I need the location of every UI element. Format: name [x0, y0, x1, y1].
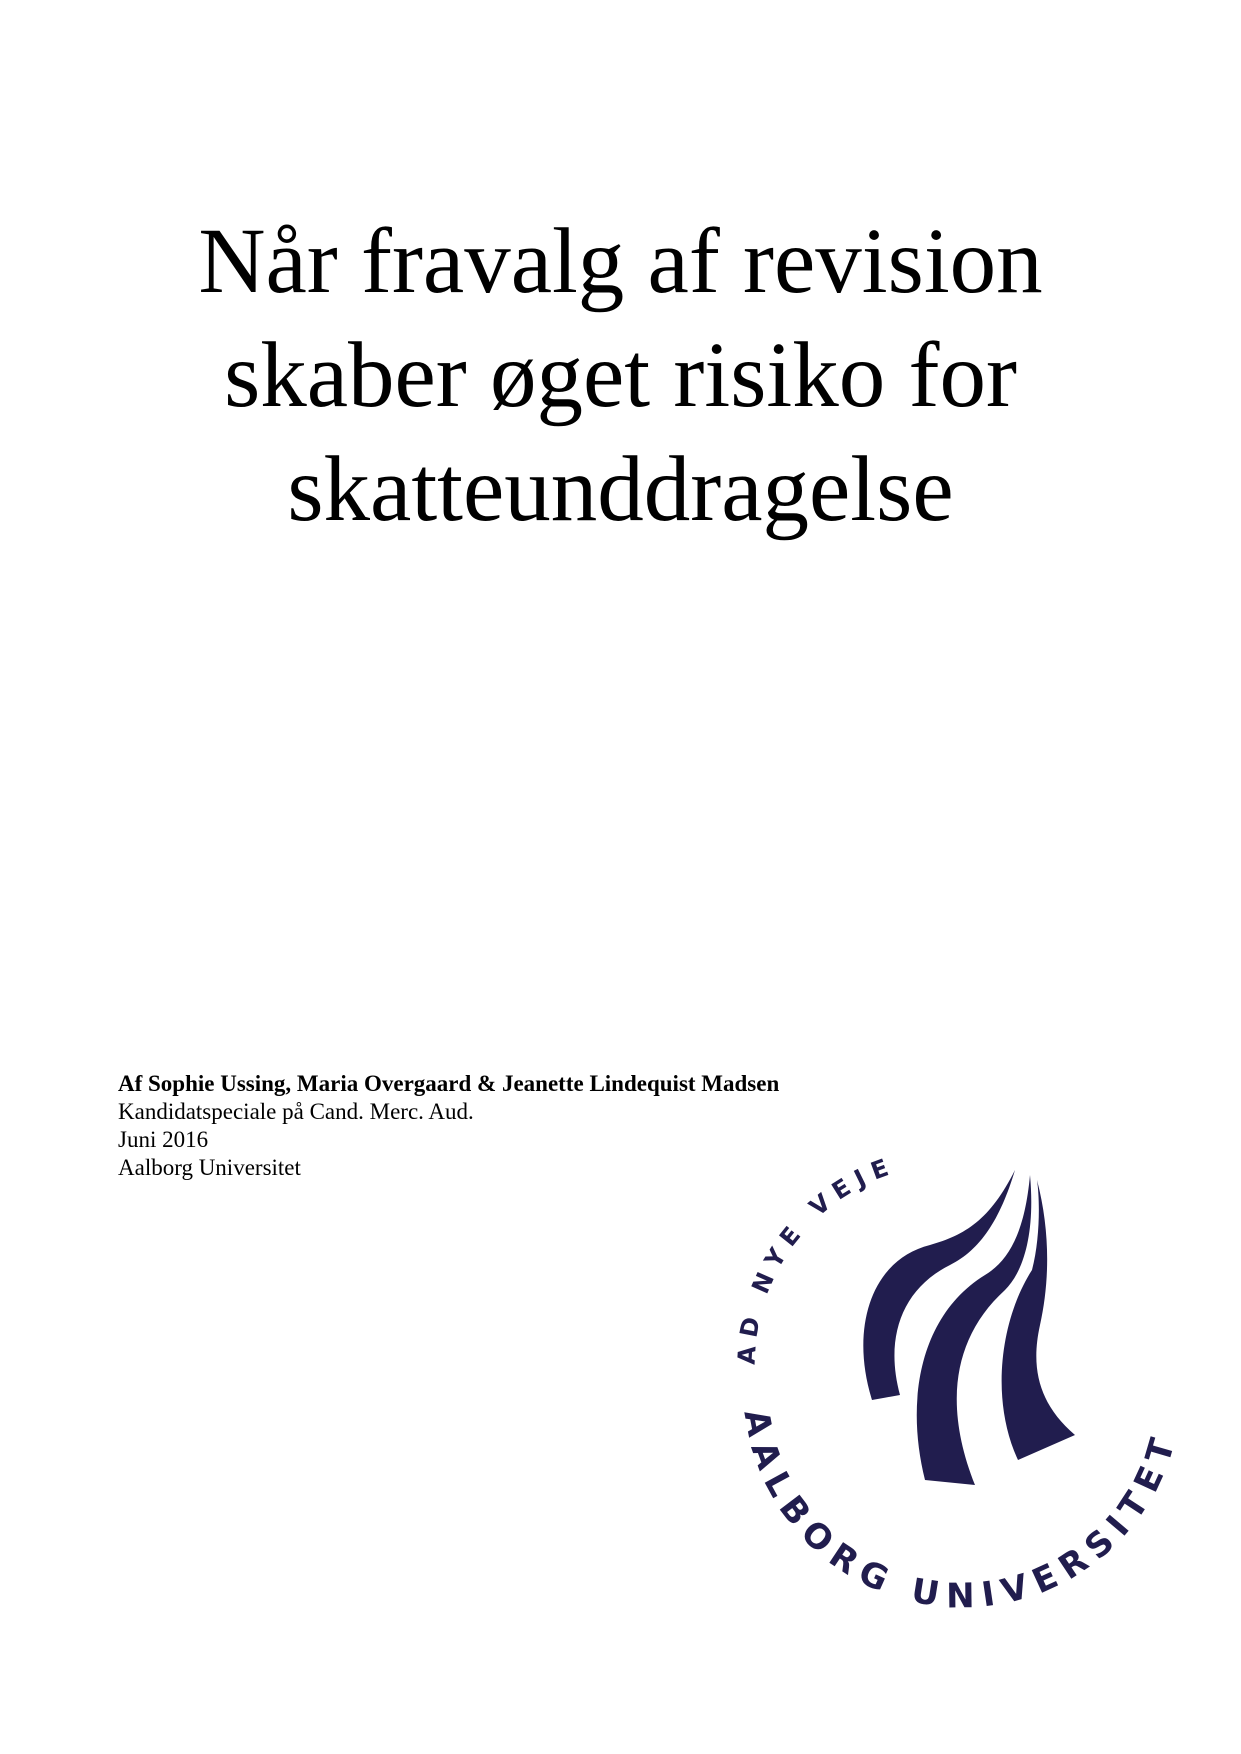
logo-name: AALBORG UNIVERSITET: [735, 1406, 1186, 1610]
author-info: [118, 1070, 779, 1182]
document-title: [0, 205, 1241, 547]
aalborg-university-logo: [700, 1150, 1220, 1610]
title-line-2: skaber øget risiko for: [224, 324, 1017, 427]
authors: Af Sophie Ussing, Maria Overgaard & Jeanette Lindequist Madsen: [118, 1071, 780, 1096]
logo-swooshes: [863, 1170, 1075, 1485]
title-line-3: skatteunddragelse: [287, 438, 954, 541]
program: Kandidatspeciale på Cand. Merc. Aud.: [118, 1099, 474, 1124]
date: Juni 2016: [118, 1127, 209, 1152]
logo-motto: AD NYE VEJE: [732, 1150, 900, 1366]
university: Aalborg Universitet: [118, 1155, 301, 1180]
title-line-1: Når fravalg af revision: [198, 210, 1043, 313]
